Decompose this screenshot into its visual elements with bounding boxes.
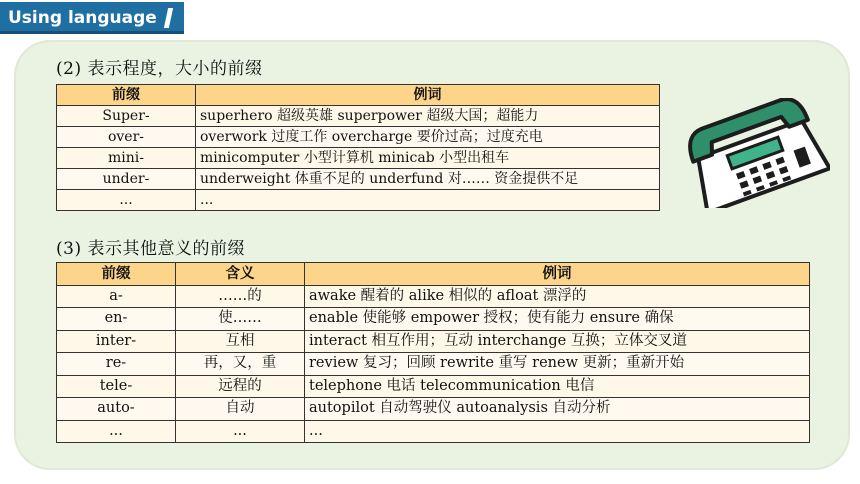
examples-cell: interact 相互作用；互动 interchange 互换；立体交叉道 (305, 330, 810, 353)
table-header-row (57, 263, 810, 286)
meaning-cell: 互相 (176, 330, 305, 353)
telephone-icon (680, 98, 830, 208)
section-3-title: (3) 表示其他意义的前缀 (56, 239, 245, 259)
header-bar-icon (164, 8, 173, 28)
table-row (57, 190, 660, 211)
table-row (57, 148, 660, 169)
header-examples: 例词 (305, 263, 810, 286)
table-row (57, 375, 810, 398)
examples-cell: minicomputer 小型计算机 minicab 小型出租车 (196, 148, 660, 169)
prefix-degree-table (56, 84, 660, 211)
meaning-cell: 自动 (176, 398, 305, 421)
section-header-title: Using language (8, 8, 157, 28)
prefix-cell: en- (57, 308, 176, 331)
prefix-cell: mini- (57, 148, 196, 169)
prefix-cell: auto- (57, 398, 176, 421)
examples-cell: ... (196, 190, 660, 211)
prefix-cell: re- (57, 353, 176, 376)
prefix-cell: ... (57, 190, 196, 211)
header-prefix: 前缀 (57, 263, 176, 286)
section-header-badge (0, 2, 184, 34)
meaning-cell: 远程的 (176, 375, 305, 398)
table-row (57, 398, 810, 421)
header-prefix: 前缀 (57, 85, 196, 106)
table-row (57, 308, 810, 331)
examples-cell: superhero 超级英雄 superpower 超级大国；超能力 (196, 106, 660, 127)
examples-cell: ... (305, 420, 810, 443)
header-examples: 例词 (196, 85, 660, 106)
prefix-cell: Super- (57, 106, 196, 127)
section-2-title: (2) 表示程度，大小的前缀 (56, 59, 263, 79)
examples-cell: review 复习；回顾 rewrite 重写 renew 更新；重新开始 (305, 353, 810, 376)
table-row (57, 127, 660, 148)
prefix-other-table (56, 262, 810, 443)
prefix-cell: tele- (57, 375, 176, 398)
prefix-cell: ... (57, 420, 176, 443)
meaning-cell: 使…… (176, 308, 305, 331)
prefix-cell: a- (57, 285, 176, 308)
table-header-row (57, 85, 660, 106)
meaning-cell: 再，又，重 (176, 353, 305, 376)
table-row (57, 330, 810, 353)
table-row (57, 106, 660, 127)
table-row (57, 285, 810, 308)
prefix-cell: inter- (57, 330, 176, 353)
meaning-cell: ……的 (176, 285, 305, 308)
examples-cell: enable 使能够 empower 授权；使有能力 ensure 确保 (305, 308, 810, 331)
header-meaning: 含义 (176, 263, 305, 286)
examples-cell: awake 醒着的 alike 相似的 afloat 漂浮的 (305, 285, 810, 308)
table-row (57, 169, 660, 190)
examples-cell: autopilot 自动驾驶仪 autoanalysis 自动分析 (305, 398, 810, 421)
table-row (57, 353, 810, 376)
prefix-cell: under- (57, 169, 196, 190)
examples-cell: underweight 体重不足的 underfund 对…… 资金提供不足 (196, 169, 660, 190)
table-row (57, 420, 810, 443)
examples-cell: telephone 电话 telecommunication 电信 (305, 375, 810, 398)
prefix-cell: over- (57, 127, 196, 148)
examples-cell: overwork 过度工作 overcharge 要价过高；过度充电 (196, 127, 660, 148)
meaning-cell: ... (176, 420, 305, 443)
